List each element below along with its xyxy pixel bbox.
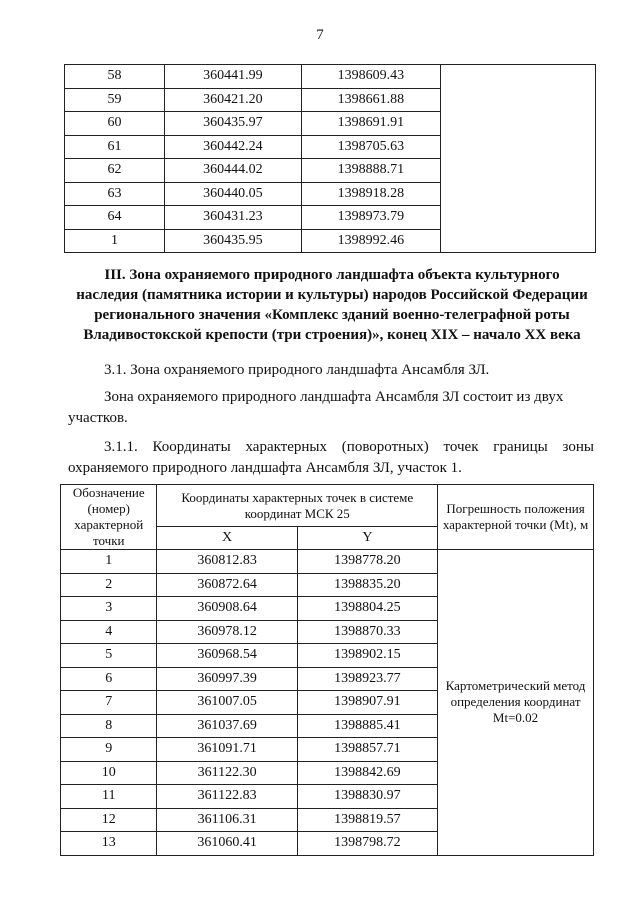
x-coordinate-cell: 360444.02	[164, 159, 301, 183]
x-coordinate-cell: 361106.31	[157, 808, 297, 832]
paragraph-coordinates-intro-end: охраняемого природного ландшафта Ансамбля ЗЛ, участок 1.	[68, 460, 462, 476]
error-cell	[440, 65, 595, 253]
point-number-cell: 62	[65, 159, 165, 183]
y-coordinate-cell: 1398888.71	[301, 159, 440, 183]
y-coordinate-cell: 1398923.77	[297, 667, 437, 691]
table-row	[65, 65, 596, 89]
y-coordinate-cell: 1398870.33	[297, 620, 437, 644]
y-coordinate-cell: 1398798.72	[297, 832, 437, 856]
x-coordinate-cell: 360997.39	[157, 667, 297, 691]
point-number-cell: 58	[65, 65, 165, 89]
x-coordinate-cell: 360440.05	[164, 182, 301, 206]
point-number-cell: 9	[61, 738, 157, 762]
point-number-cell: 63	[65, 182, 165, 206]
y-coordinate-cell: 1398830.97	[297, 785, 437, 809]
y-coordinate-cell: 1398842.69	[297, 761, 437, 785]
paragraph-zone-parts: Зона охраняемого природного ландшафта Ансамбля ЗЛ состоит из двух	[104, 389, 564, 405]
x-coordinate-cell: 360978.12	[157, 620, 297, 644]
point-number-cell: 60	[65, 112, 165, 136]
x-coordinate-cell: 361122.83	[157, 785, 297, 809]
y-coordinate-cell: 1398778.20	[297, 550, 437, 574]
point-number-cell: 59	[65, 88, 165, 112]
table-row	[61, 550, 594, 574]
point-number-cell: 7	[61, 691, 157, 715]
point-number-cell: 64	[65, 206, 165, 230]
x-coordinate-cell: 360421.20	[164, 88, 301, 112]
error-method-cell: Картометрический метод определения координат Mt=0.02	[438, 550, 594, 856]
coordinates-table-section-1	[60, 484, 594, 856]
header-y: Y	[297, 527, 437, 550]
point-number-cell: 1	[65, 229, 165, 253]
coordinates-table-continued	[64, 64, 596, 253]
point-number-cell: 11	[61, 785, 157, 809]
point-number-cell: 2	[61, 573, 157, 597]
y-coordinate-cell: 1398691.91	[301, 112, 440, 136]
y-coordinate-cell: 1398918.28	[301, 182, 440, 206]
x-coordinate-cell: 360441.99	[164, 65, 301, 89]
point-number-cell: 3	[61, 597, 157, 621]
x-coordinate-cell: 360908.64	[157, 597, 297, 621]
paragraph-zone-title: 3.1. Зона охраняемого природного ландшафта Ансамбля ЗЛ.	[104, 362, 490, 378]
x-coordinate-cell: 360872.64	[157, 573, 297, 597]
x-coordinate-cell: 360435.95	[164, 229, 301, 253]
point-number-cell: 10	[61, 761, 157, 785]
y-coordinate-cell: 1398885.41	[297, 714, 437, 738]
point-number-cell: 4	[61, 620, 157, 644]
y-coordinate-cell: 1398819.57	[297, 808, 437, 832]
point-number-cell: 12	[61, 808, 157, 832]
x-coordinate-cell: 360968.54	[157, 644, 297, 668]
y-coordinate-cell: 1398992.46	[301, 229, 440, 253]
y-coordinate-cell: 1398973.79	[301, 206, 440, 230]
header-coordinates: Координаты характерных точек в системе координат МСК 25	[157, 485, 438, 527]
y-coordinate-cell: 1398857.71	[297, 738, 437, 762]
x-coordinate-cell: 361122.30	[157, 761, 297, 785]
point-number-cell: 6	[61, 667, 157, 691]
y-coordinate-cell: 1398835.20	[297, 573, 437, 597]
y-coordinate-cell: 1398902.15	[297, 644, 437, 668]
point-number-cell: 8	[61, 714, 157, 738]
header-point-id: Обозначение (номер) характерной точки	[61, 485, 157, 550]
x-coordinate-cell: 360431.23	[164, 206, 301, 230]
y-coordinate-cell: 1398804.25	[297, 597, 437, 621]
point-number-cell: 1	[61, 550, 157, 574]
x-coordinate-cell: 360442.24	[164, 135, 301, 159]
point-number-cell: 5	[61, 644, 157, 668]
point-number-cell: 61	[65, 135, 165, 159]
point-number-cell: 13	[61, 832, 157, 856]
paragraph-zone-parts-end: участков.	[68, 410, 128, 426]
header-x: X	[157, 527, 297, 550]
section-heading: III. Зона охраняемого природного ландшафта объекта культурного наследия (памятника истории и культуры) народов Российской Федерации регионального значения «Комплекс зданий военно-телеграфной роты Владивостокской крепости (три строения)», конец XIX – начало XX века	[76, 267, 588, 343]
header-error: Погрешность положения характерной точки (Mt), м	[438, 485, 594, 550]
page-number: 7	[316, 27, 324, 43]
x-coordinate-cell: 361037.69	[157, 714, 297, 738]
paragraph-coordinates-intro: 3.1.1. Координаты характерных (поворотных) точек границы зоны	[104, 439, 594, 455]
x-coordinate-cell: 361007.05	[157, 691, 297, 715]
y-coordinate-cell: 1398907.91	[297, 691, 437, 715]
x-coordinate-cell: 360435.97	[164, 112, 301, 136]
x-coordinate-cell: 361091.71	[157, 738, 297, 762]
x-coordinate-cell: 361060.41	[157, 832, 297, 856]
y-coordinate-cell: 1398609.43	[301, 65, 440, 89]
y-coordinate-cell: 1398705.63	[301, 135, 440, 159]
y-coordinate-cell: 1398661.88	[301, 88, 440, 112]
x-coordinate-cell: 360812.83	[157, 550, 297, 574]
